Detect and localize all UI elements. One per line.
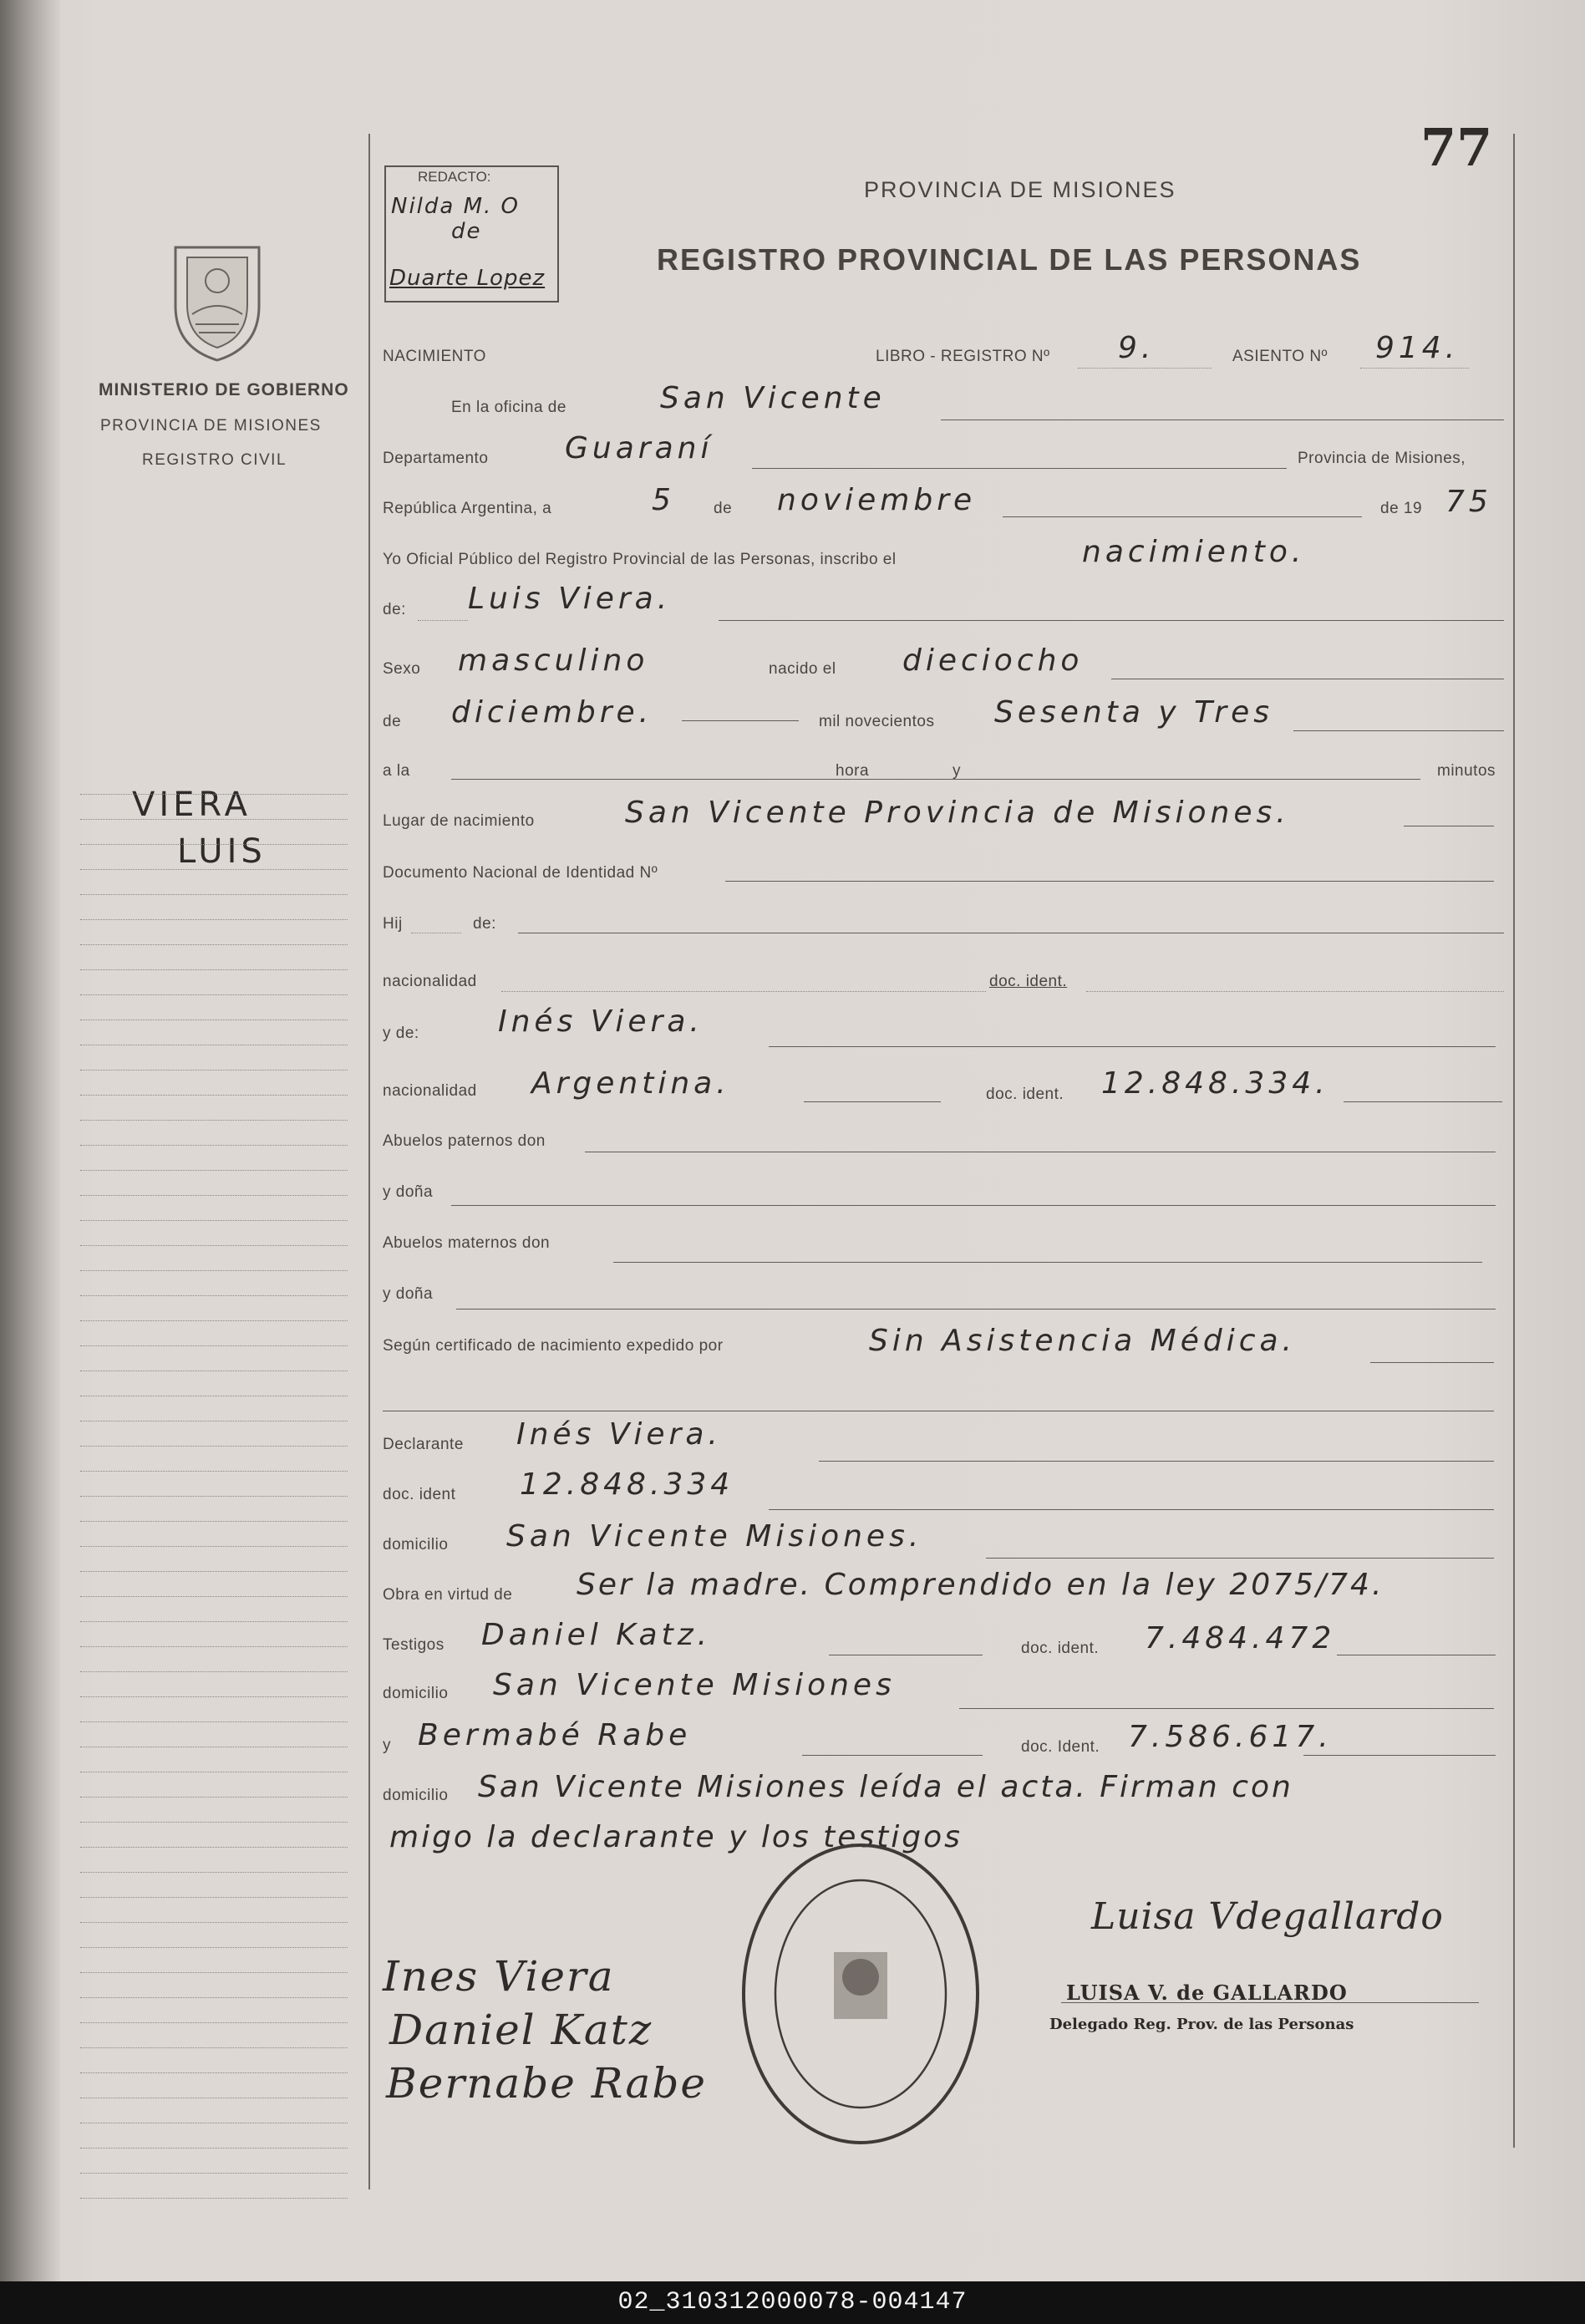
sexo-label: Sexo (383, 660, 421, 678)
testigos-label: Testigos (383, 1636, 445, 1654)
sidebar-rule (80, 844, 348, 845)
signature-witness-2: Bernabe Rabe (386, 2059, 707, 2108)
record-type-label: NACIMIENTO (383, 348, 486, 365)
asiento-label: ASIENTO Nº (1232, 348, 1328, 365)
sidebar-rule (80, 1446, 348, 1447)
nombre-value: Luis Viera. (468, 582, 672, 616)
sidebar-rule (80, 1646, 348, 1647)
book-gutter (0, 0, 60, 2281)
nac2-label: nacionalidad (383, 1082, 477, 1100)
continuation-value: migo la declarante y los testigos (389, 1820, 963, 1854)
sidebar-rule (80, 1496, 348, 1497)
nac2-value: Argentina. (531, 1066, 730, 1101)
hora-label: hora (836, 762, 870, 780)
left-frame-line (368, 134, 370, 2189)
officer-title: Delegado Reg. Prov. de las Personas (1049, 2016, 1354, 2033)
sidebar-rule (80, 894, 348, 895)
testigo1-value: Daniel Katz. (481, 1618, 712, 1652)
redacto-line1: Nilda M. O (391, 194, 521, 219)
sidebar-rule (80, 944, 348, 945)
sidebar-rule (80, 869, 348, 870)
docid2-value: 12.848.334. (1101, 1066, 1329, 1101)
certificado-label: Según certificado de nacimiento expedido por (383, 1337, 724, 1355)
oficina-value: San Vicente (660, 381, 886, 415)
sidebar-rule (80, 1671, 348, 1672)
sidebar-rule (80, 1997, 348, 1998)
sexo-value: masculino (458, 643, 649, 678)
sidebar-rule (80, 1145, 348, 1146)
dni-label: Documento Nacional de Identidad Nº (383, 864, 658, 882)
header-title: REGISTRO PROVINCIAL DE LAS PERSONAS (657, 242, 1362, 277)
madre-value: Inés Viera. (498, 1004, 704, 1039)
oficial-value: nacimiento. (1082, 535, 1306, 569)
signature-witness-1: Daniel Katz (389, 2006, 653, 2054)
docid1-label: doc. ident. (989, 973, 1068, 990)
docid3-value: 12.848.334 (520, 1467, 734, 1502)
mes-nac-value: diciembre. (451, 695, 653, 730)
sidebar-rule (80, 1345, 348, 1346)
de4-label: de: (473, 915, 496, 933)
nacido-label: nacido el (769, 660, 836, 678)
sidebar-rule (80, 1922, 348, 1923)
domicilio3-label: domicilio (383, 1787, 449, 1804)
nacido-value: dieciocho (902, 643, 1084, 678)
domicilio1-value: San Vicente Misiones. (506, 1519, 923, 1554)
redacto-line3: Duarte Lopez (389, 266, 546, 291)
mil-label: mil novecientos (819, 713, 935, 730)
obra-label: Obra en virtud de (383, 1586, 513, 1604)
right-frame-line (1513, 134, 1515, 2148)
sidebar-rule (80, 994, 348, 995)
sidebar-rule (80, 1721, 348, 1722)
sidebar-rule (80, 969, 348, 970)
redacto-line2: de (451, 219, 482, 244)
dia-value: 5 (652, 483, 675, 517)
sidebar-rule (80, 1546, 348, 1547)
de2-label: de: (383, 601, 406, 618)
sidebar-rule (80, 1847, 348, 1848)
officer-name: LUISA V. de GALLARDO (1066, 1981, 1348, 2005)
sidebar-rule (80, 2198, 348, 2199)
abuelos-mat-label: Abuelos maternos don (383, 1234, 551, 1252)
sidebar-rule (80, 1596, 348, 1597)
abuelos-pat-label: Abuelos paternos don (383, 1132, 546, 1150)
docid4-label: doc. ident. (1021, 1640, 1100, 1657)
sidebar-rule (80, 1471, 348, 1472)
sidebar-rule (80, 2022, 348, 2023)
hij-label: Hij (383, 915, 403, 933)
sidebar-rule (80, 794, 348, 795)
sidebar-rule (80, 1320, 348, 1321)
sidebar-rule (80, 2148, 348, 2149)
anio-value: 75 (1445, 485, 1492, 519)
archive-id-footer: 02_310312000078-004147 (0, 2281, 1585, 2324)
docid4-value: 7.484.472 (1145, 1621, 1336, 1655)
sidebar-rule (80, 1972, 348, 1973)
sidebar-rule (80, 1797, 348, 1798)
certificado-value: Sin Asistencia Médica. (869, 1324, 1296, 1358)
y2-label: y (383, 1737, 391, 1754)
domicilio3-value: San Vicente Misiones leída el acta. Firman con (478, 1770, 1293, 1804)
asiento-value: 914. (1375, 331, 1460, 365)
lugar-label: Lugar de nacimiento (383, 812, 535, 830)
sidebar-rule (80, 1220, 348, 1221)
sidebar-rule (80, 1947, 348, 1948)
y-label: y (953, 762, 961, 780)
docid3-label: doc. ident (383, 1486, 456, 1503)
ydona2-label: y doña (383, 1285, 434, 1303)
redacto-label: REDACTO: (418, 169, 491, 185)
header-province: PROVINCIA DE MISIONES (864, 177, 1176, 202)
sidebar-rule (80, 1872, 348, 1873)
libro-value: 9. (1118, 331, 1156, 365)
anio-nac-value: Sesenta y Tres (994, 695, 1273, 730)
provincia-suffix: Provincia de Misiones, (1298, 450, 1466, 467)
sidebar-ministry: MINISTERIO DE GOBIERNO (99, 380, 349, 399)
page-number: 77 (1420, 117, 1493, 178)
sidebar-rule (80, 1195, 348, 1196)
sidebar-rule (80, 1521, 348, 1522)
sidebar-rule (80, 1295, 348, 1296)
oficina-label: En la oficina de (451, 399, 566, 416)
sidebar-province: PROVINCIA DE MISIONES (100, 417, 322, 435)
registry-seal-icon (735, 1835, 986, 2153)
sidebar-rule (80, 919, 348, 920)
sidebar-rule (80, 1270, 348, 1271)
domicilio2-label: domicilio (383, 1685, 449, 1702)
departamento-value: Guaraní (565, 431, 714, 465)
sidebar-rule (80, 1621, 348, 1622)
sidebar-rule (80, 819, 348, 820)
sidebar-rule (80, 1370, 348, 1371)
sidebar-rule (80, 1095, 348, 1096)
de3-label: de (383, 713, 402, 730)
margin-name: LUIS (177, 832, 267, 871)
sidebar-rule (80, 2072, 348, 2073)
declarante-value: Inés Viera. (516, 1417, 722, 1452)
sidebar-rule (80, 1170, 348, 1171)
sidebar-rule (80, 2047, 348, 2048)
de-label: de (714, 500, 733, 517)
sidebar-rule (80, 1696, 348, 1697)
oficial-label: Yo Oficial Público del Registro Provincial de las Personas, inscribo el (383, 551, 897, 568)
docid2-label: doc. ident. (986, 1086, 1064, 1103)
docid5-value: 7.586.617. (1128, 1720, 1333, 1754)
nac1-label: nacionalidad (383, 973, 477, 990)
departamento-label: Departamento (383, 450, 489, 467)
mes-value: noviembre (777, 483, 977, 517)
docid5-label: doc. Ident. (1021, 1738, 1100, 1756)
testigo2-value: Bermabé Rabe (418, 1718, 692, 1752)
sidebar-rule (80, 1120, 348, 1121)
sidebar-rule (80, 2173, 348, 2174)
libro-label: LIBRO - REGISTRO Nº (876, 348, 1050, 365)
anio-prefix: de 19 (1380, 500, 1423, 517)
margin-surname: VIERA (132, 786, 251, 824)
yde-label: y de: (383, 1025, 419, 1042)
province-crest-icon (159, 231, 276, 364)
officer-signature: Luisa Vdegallardo (1091, 1895, 1444, 1938)
sidebar-rule (80, 1571, 348, 1572)
republica-label: República Argentina, a (383, 500, 552, 517)
sidebar-registry: REGISTRO CIVIL (142, 451, 287, 469)
declarante-label: Declarante (383, 1436, 464, 1453)
domicilio1-label: domicilio (383, 1536, 449, 1554)
obra-value: Ser la madre. Comprendido en la ley 2075/74. (577, 1568, 1384, 1602)
sidebar-rule (80, 1897, 348, 1898)
sidebar-rule (80, 1822, 348, 1823)
sidebar-rule (80, 1245, 348, 1246)
minutos-label: minutos (1437, 762, 1496, 780)
ydona1-label: y doña (383, 1183, 434, 1201)
domicilio2-value: San Vicente Misiones (493, 1668, 896, 1702)
signature-mother: Ines Viera (383, 1952, 615, 2001)
ala-label: a la (383, 762, 410, 780)
lugar-value: San Vicente Provincia de Misiones. (625, 796, 1290, 830)
